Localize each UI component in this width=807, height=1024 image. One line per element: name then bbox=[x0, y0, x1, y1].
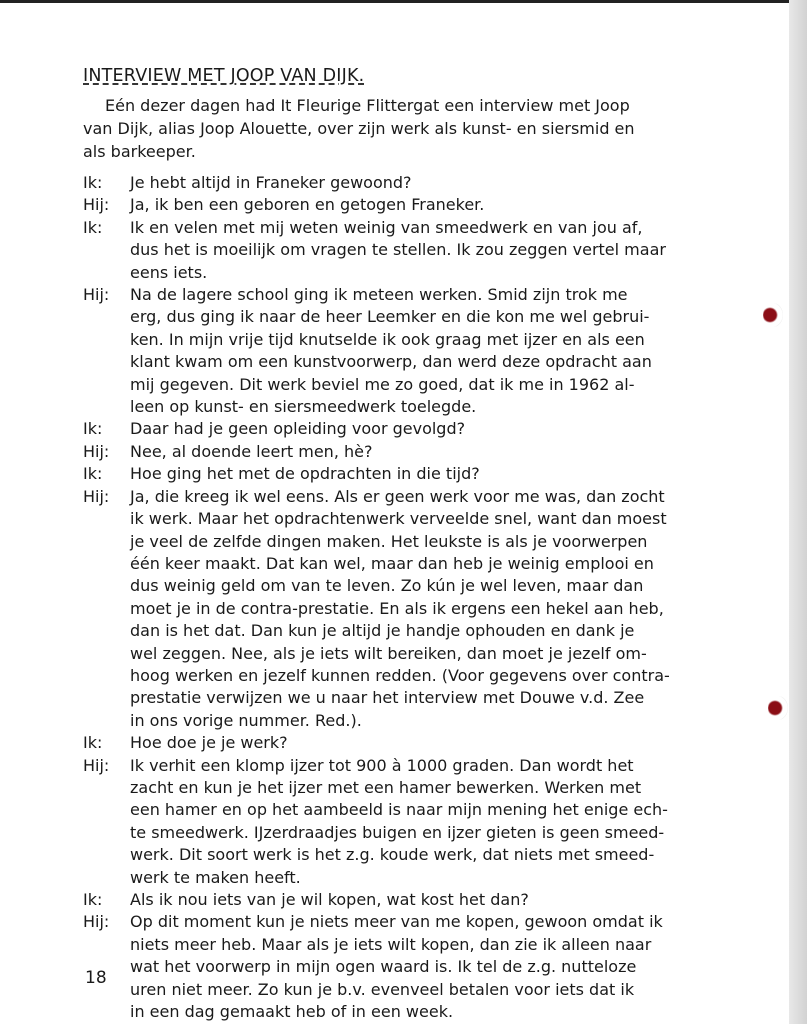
text-line: dus het is moeilijk om vragen te stellen. Ik zou zeggen vertel maar bbox=[130, 240, 666, 260]
dialog-turn bbox=[83, 418, 743, 440]
speaker-text bbox=[130, 217, 743, 284]
intro-paragraph bbox=[83, 94, 733, 163]
interview-dialog bbox=[83, 172, 743, 1023]
speaker-text bbox=[130, 284, 743, 418]
text-line: mij gegeven. Dit werk beviel me zo goed, dat ik me in 1962 al- bbox=[130, 374, 635, 394]
page-edge-shadow bbox=[789, 0, 807, 1024]
dialog-turn bbox=[83, 217, 743, 284]
speaker-text bbox=[130, 889, 743, 911]
text-line: uren niet meer. Zo kun je b.v. evenveel betalen voor iets dat ik bbox=[130, 979, 635, 999]
text-line: prestatie verwijzen we u naar het interview met Douwe v.d. Zee bbox=[130, 688, 645, 708]
speaker-label: Ik: bbox=[83, 890, 103, 909]
punch-hole-icon bbox=[768, 696, 788, 720]
text-line: dus weinig geld om van te leven. Zo kún je wel leven, maar dan bbox=[130, 576, 644, 596]
text-line: Nee, al doende leert men, hè? bbox=[130, 441, 373, 461]
speaker-text bbox=[130, 486, 743, 732]
speaker-label: Hij: bbox=[83, 285, 110, 305]
intro-line: als barkeeper. bbox=[83, 142, 196, 161]
text-line: werk te maken heeft. bbox=[130, 867, 301, 887]
text-line: Ik verhit een klomp ijzer tot 900 à 1000 graden. Dan wordt het bbox=[130, 755, 634, 775]
text-line: Hoe doe je je werk? bbox=[130, 733, 288, 753]
speaker-text bbox=[130, 194, 743, 216]
speaker-label: Ik: bbox=[83, 217, 103, 237]
speaker-label: Hij: bbox=[83, 486, 110, 506]
text-line: werk. Dit soort werk is het z.g. koude werk, dat niets met smeed- bbox=[130, 845, 655, 865]
dialog-turn bbox=[83, 172, 743, 194]
text-line: te smeedwerk. IJzerdraadjes buigen en ijzer gieten is geen smeed- bbox=[130, 822, 665, 842]
intro-line: van Dijk, alias Joop Alouette, over zijn werk als kunst- en siersmid en bbox=[83, 119, 635, 138]
text-line: Ja, die kreeg ik wel eens. Als er geen werk voor me was, dan zocht bbox=[130, 486, 665, 506]
dialog-turn bbox=[83, 463, 743, 485]
speaker-label: Hij: bbox=[83, 755, 110, 775]
text-line: leen op kunst- en siersmeedwerk toelegde. bbox=[130, 397, 477, 417]
speaker-text bbox=[130, 441, 743, 463]
speaker-label: Ik: bbox=[83, 419, 103, 439]
text-line: zacht en kun je het ijzer met een hamer bewerken. Werken met bbox=[130, 777, 642, 797]
page-number: 18 bbox=[85, 968, 107, 988]
text-line: je veel de zelfde dingen maken. Het leukste is als je voorwerpen bbox=[130, 531, 648, 551]
article-title: INTERVIEW MET JOOP VAN DIJK. bbox=[83, 66, 365, 86]
dialog-turn bbox=[83, 441, 743, 463]
text-line: in ons vorige nummer. Red.). bbox=[130, 710, 362, 730]
dialog-turn bbox=[83, 284, 743, 418]
text-line: Je hebt altijd in Franeker gewoond? bbox=[130, 173, 412, 192]
text-line: in een dag gemaakt heb of in een week. bbox=[130, 1002, 454, 1022]
dialog-turn bbox=[83, 889, 743, 911]
text-line: een hamer en op het aambeeld is naar mijn mening het enige ech- bbox=[130, 800, 668, 820]
speaker-text bbox=[130, 911, 743, 1023]
dialog-turn bbox=[83, 732, 743, 754]
scan-top-border bbox=[0, 0, 807, 3]
text-line: erg, dus ging ik naar de heer Leemker en die kon me wel gebrui- bbox=[130, 307, 650, 327]
text-line: moet je in de contra-prestatie. En als ik ergens een hekel aan heb, bbox=[130, 598, 664, 618]
text-line: Als ik nou iets van je wil kopen, wat kost het dan? bbox=[130, 890, 529, 909]
speaker-label: Ik: bbox=[83, 733, 103, 753]
dialog-turn bbox=[83, 486, 743, 732]
text-line: Na de lagere school ging ik meteen werken. Smid zijn trok me bbox=[130, 285, 628, 305]
text-line: wat het voorwerp in mijn ogen waard is. Ik tel de z.g. nutteloze bbox=[130, 957, 637, 977]
dialog-turn bbox=[83, 911, 743, 1023]
speaker-text bbox=[130, 732, 743, 754]
text-line: niets meer heb. Maar als je iets wilt kopen, dan zie ik alleen naar bbox=[130, 934, 652, 954]
text-line: eens iets. bbox=[130, 262, 208, 282]
punch-hole-icon bbox=[763, 303, 783, 327]
text-line: één keer maakt. Dat kan wel, maar dan heb je weinig emplooi en bbox=[130, 553, 654, 573]
text-line: Daar had je geen opleiding voor gevolgd? bbox=[130, 419, 466, 439]
intro-line: Eén dezer dagen had It Fleurige Flittergat een interview met Joop bbox=[105, 96, 630, 115]
speaker-label: Hij: bbox=[83, 912, 110, 932]
speaker-label: Ik: bbox=[83, 173, 103, 192]
text-line: wel zeggen. Nee, als je iets wilt bereiken, dan moet je jezelf om- bbox=[130, 643, 647, 663]
dialog-turn bbox=[83, 755, 743, 889]
dialog-turn bbox=[83, 194, 743, 216]
text-line: Op dit moment kun je niets meer van me kopen, gewoon omdat ik bbox=[130, 912, 663, 932]
speaker-text bbox=[130, 463, 743, 485]
text-line: klant kwam om een kunstvoorwerp, dan werd deze opdracht aan bbox=[130, 352, 652, 372]
text-line: Ik en velen met mij weten weinig van smeedwerk en van jou af, bbox=[130, 217, 643, 237]
speaker-label: Hij: bbox=[83, 441, 110, 461]
speaker-text bbox=[130, 172, 743, 194]
speaker-text bbox=[130, 755, 743, 889]
text-line: dan is het dat. Dan kun je altijd je handje ophouden en dank je bbox=[130, 621, 635, 641]
text-line: Ja, ik ben een geboren en getogen Franeker. bbox=[130, 195, 485, 215]
speaker-label: Hij: bbox=[83, 195, 110, 215]
speaker-text bbox=[130, 418, 743, 440]
text-line: ken. In mijn vrije tijd knutselde ik ook graag met ijzer en als een bbox=[130, 329, 645, 349]
text-line: hoog werken en jezelf kunnen redden. (Voor gegevens over contra- bbox=[130, 665, 670, 685]
speaker-label: Ik: bbox=[83, 464, 103, 484]
text-line: ik werk. Maar het opdrachtenwerk verveelde snel, want dan moest bbox=[130, 509, 667, 529]
text-line: Hoe ging het met de opdrachten in die tijd? bbox=[130, 464, 480, 484]
